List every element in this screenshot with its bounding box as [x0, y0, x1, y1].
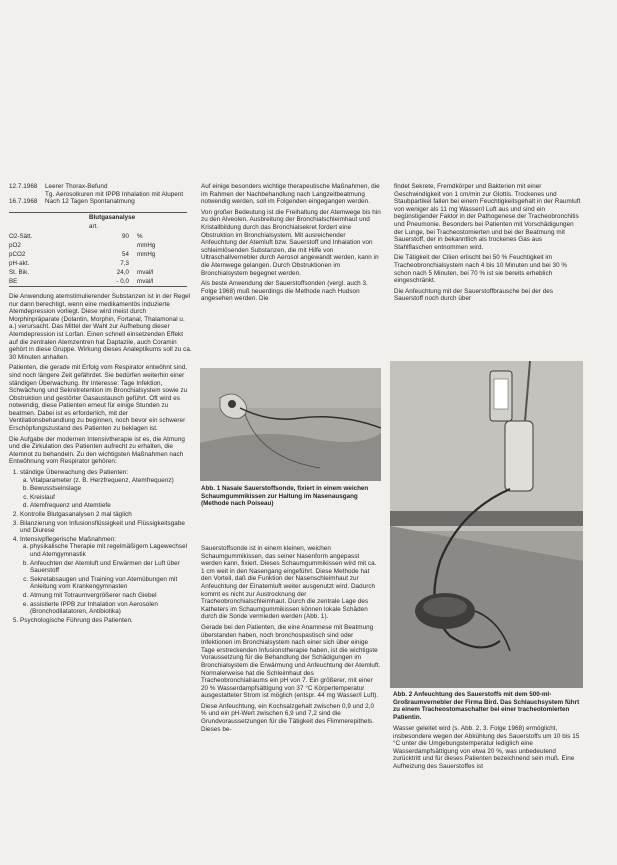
paragraph: Die Tätigkeit der Cilien erlischt bei 50 % Feuchtigkeit im Tracheobronchialsystem nach 4 bis 10 Minuten und bei 30 % schon nach 5 Minuten, bei 70 % ist sie bereits erheblich eingeschränkt. — [394, 254, 568, 285]
oxygen-humidifier-illustration — [390, 361, 583, 688]
row-value: 90 — [122, 232, 129, 240]
nasal-probe-illustration — [200, 368, 381, 481]
paragraph: Wasser geleitet wird (s. Abb. 2, 3. Folge 1968) ermöglicht, insbesondere wegen der Abkühlung des Sauerstoffs um 10 bis 15 °C unter die Umgebungstemperatur lediglich eine Wasserdampfsättigung von etwa 20 %, was unbedeutend zurücktritt und für dieses Patienten bezeichnend sein muß. Eine Aufheizung des Sauerstoffes ist — [393, 725, 580, 770]
sub-list-item: b. Bewusstseinslage — [30, 485, 192, 493]
table-row — [9, 250, 187, 259]
treatment-history — [9, 183, 192, 206]
figure-2-caption: Abb. 2 Anfeuchtung des Sauerstoffs mit dem 500-ml-Großraumvernebler der Firma Bird. Das Schlauchsystem führt zu einem Tracheostomaschalter bei einer tracheotomierten Patientin. — [393, 691, 580, 721]
list-item: 2. Kontrolle Blutgasanalysen 2 mal täglich — [20, 511, 192, 519]
history-note: Leerer Thorax-Befund — [45, 183, 108, 190]
sub-list-item: d. Atmung mit Totraumvergrößerer nach Giebel — [30, 592, 192, 600]
row-label: pH-akt. — [9, 259, 30, 267]
row-label: pO2 — [9, 241, 21, 249]
row-label: O2-Sätt. — [9, 232, 33, 240]
history-date: 16.7.1968 — [9, 198, 38, 206]
paragraph: findet Sekrete, Fremdkörper und Bakterien mit einer Geschwindigkeit von 1 cm/min zur Glottis. Trockenes und Staubpartikel fallen bei einem Feuchtigkeitsgehalt in der Raumluft von weniger als 11 mg Wasser/l Luft aus und sind ein begünstigender Faktor in der Pathogenese der Tracheobronchitis und Pneumonie. Besonders bei Patienten mit Vorschädigungen der Lunge, bei Tracheostomierten und bei der Beatmung mit Sauerstoff, der in bekanntlich als trockenes Gas aus Stahlflaschen entnommen wird. — [394, 183, 581, 251]
row-unit: mval/l — [137, 268, 154, 276]
table-row — [9, 259, 187, 268]
row-unit: mval/l — [137, 277, 187, 287]
paragraph: Gerade bei den Patienten, die eine Anamnese mit Beatmung überstanden haben, noch bronchospastisch sind oder Infektionen im Bronchialsystem nach einer sich über einige Tage erstreckenden Infusionstherapie haben, ist die wichtigste Voraussetzung für die Behandlung der Schädigungen im Bronchialsystem die Erwärmung und Anfeuchtung der Atemluft. Normalerweise hat die Schleimhaut des Tracheobronchialraums ein pH von 7. Ein größerer, mit einer 20 % Wasserdampfsättigung von 37 °C Körpertemperatur ausgestatteter Strom ist möglich (entspr. 44 mg Wasser/l Luft). — [201, 623, 381, 700]
history-row — [9, 183, 192, 191]
row-value: 54 — [122, 250, 129, 258]
paragraph: Patienten, die gerade mit Erfolg vom Respirator entwöhnt sind, sind noch längere Zeit gefährdet. Sie bedürfen weiterhin einer ständigen Überwachung. Ihr Interesse: Tage Infektion, Schwächung und Sekretretention im Bronchialsystem sowie zu Obstruktion und gestörter Gasaustausch geführt. Oft wird es notwendig, diese Patienten erneut für einige Stunden zu beatmen. Dabei ist es erforderlich, mit der Ventilationsbehandlung zu beginnen, noch bevor ein schwerer Erschöpfungszustand des Patienten zu beklagen ist. — [9, 364, 188, 433]
paragraph: Sauerstoffsonde ist in einem kleinen, weichen Schaumgummikissen, das seiner Nasenform angepasst werden kann, fixiert. Dieses Schaumgummikissen wird mit ca. 1 cm weit in den Nasengang eingeführt. Diese Methode hat den Vorteil, daß die Funktion der Nasenschleimhaut zur Anfeuchtung der Einatemluft weiter ausgenutzt wird. Dadurch kommt es nicht zur Austrocknung der Tracheobronchialschleimhaut. Durch die zentrale Lage des Katheters im Schaumgummikissen können lokale Schäden durch die Sonde vermieden werden (Abb. 1). — [201, 545, 377, 621]
paragraph: Die Anwendung atemstimulierender Substanzen ist in der Regel nur dann berechtigt, wenn eine medikamentös induzierte Atemdepression vorliegt. Diese wird meist durch Morphinpräparate (Dolantin, Morphin, Fortanal, Thalamonal u. a.) verursacht. Das Mittel der Wahl zur Aufhebung dieser Atemdepression ist Lorfan. Einen schnell einsetzenden Effekt auf die zentralen Atemzentren hat Daptazile, auch Coramin gehört in diese Gruppe. Wirkung dieses Analeptikums soll zu ca. 30 Minuten anhalten. — [9, 292, 192, 361]
middle-column-top — [201, 183, 381, 306]
list-item-text: ständige Überwachung des Patienten: — [20, 469, 129, 477]
row-unit: mmHg — [137, 241, 156, 249]
row-label: BE — [9, 277, 89, 287]
table-row — [9, 241, 187, 250]
table-title: Blutgasanalyse — [89, 212, 187, 222]
sub-list-item: c. Sekretabsaugen und Training von Atemübungen mit Anleitung vom Krankengymnasten — [30, 576, 192, 591]
right-column-bottom — [393, 725, 581, 774]
sub-list-item: a. Vitalparameter (z. B. Herzfrequenz, Atemfrequenz) — [30, 477, 192, 485]
middle-column-bottom — [201, 545, 381, 736]
table-row — [9, 277, 187, 287]
list-item-text: Intensivpflegerische Maßnahmen: — [20, 535, 117, 543]
sub-list-item: b. Anfeuchten der Atemluft und Erwärmen der Luft über Sauerstoff — [30, 560, 192, 575]
figure-1-photo — [200, 368, 381, 481]
paragraph: Von großer Bedeutung ist die Freihaltung der Atemwege bis hin zu den Alveolen. Ausbreitung der Bronchialschleimhaut und Kristallbildung durch das Bronchialsekret fordert eine Obstruktion im Bronchialsystem. Mit ausreichender Anfeuchtung der Atemluft bzw. Sauerstoff und Inhalation von schleimlösenden Substanzen, die mit Hilfe von Ultraschallvernebler durch Aerosol angewandt werden, kann in die Atemwege gelangen. Durch Obstruktionen im Bronchialsystem begegnet werden. — [201, 208, 381, 277]
row-label: St. Bik. — [9, 268, 29, 276]
paragraph: Die Anfeuchtung mit der Sauerstoffbrausche bei der des Sauerstoff noch durch über — [394, 287, 554, 303]
history-date — [9, 191, 45, 199]
list-item: 5. Psychologische Führung des Patienten. — [20, 617, 192, 625]
sub-list — [20, 477, 192, 510]
row-unit: mmHg — [137, 250, 156, 258]
sub-list-item: d. Atemfrequenz und Atemtiefe — [30, 502, 192, 510]
blood-gas-table — [9, 212, 187, 287]
row-value: - 0,0 — [89, 277, 137, 287]
sub-list-item: a. physikalische Therapie mit regelmäßigem Lagewechsel und Atemgymnastik — [30, 543, 192, 558]
row-label: pCO2 — [9, 250, 26, 258]
row-value — [89, 241, 137, 250]
table-subtitle: art. — [89, 223, 99, 231]
figure-2-photo — [390, 361, 583, 688]
paragraph: Die Aufgabe der modernen Intensivtherapie ist es, die Atmung und die Zirkulation des Patienten aufrecht zu erhalten, die Atemnot zu behandeln. Zu den wichtigsten Maßnahmen nach Entwöhnung vom Respirator gehören: — [9, 435, 185, 466]
measures-list — [9, 469, 192, 624]
list-item — [20, 469, 192, 510]
list-item: 3. Bilanzierung von Infusionsflüssigkeit und Flüssigkeitsgabe und Diurese — [20, 520, 192, 535]
sub-list-item: e. assistierte IPPB zur Inhalation von Aerosolen (Bronchodilatatoren, Antibiotika) — [30, 601, 192, 616]
row-unit: % — [137, 232, 143, 240]
table-row — [9, 268, 187, 277]
history-note: Nach 12 Tagen Spontanatmung — [45, 198, 135, 206]
history-row — [9, 198, 192, 206]
row-unit — [137, 259, 187, 268]
sub-list — [20, 543, 192, 615]
paragraph: Auf einige besonders wichtige therapeutische Maßnahmen, die im Rahmen der Nachbehandlung nach Langzeitbeatmung notwendig werden, soll im Folgenden eingegangen werden. — [201, 183, 380, 206]
left-column — [9, 183, 192, 625]
paragraph: Als beste Anwendung der Sauerstoffsonden (vergl. auch 3. Folge 1968) muß neuerdings die Methode nach Hudson angesehen werden. Die — [201, 280, 368, 303]
paragraph: Diese Anfeuchtung, ein Kochsalzgehalt zwischen 0,9 und 2,0 % und ein pH-Wert zwischen 6,9 und 7,2 sind die Grundvoraussetzungen für die Tätigkeit des Flimmerepithels. Dieses be- — [201, 702, 375, 733]
list-item — [20, 536, 192, 616]
figure-1-caption: Abb. 1 Nasale Sauerstoffsonde, fixiert in einem weichen Schaumgummikissen zur Haltung im Nasenausgang (Methode nach Poiseau) — [201, 485, 369, 508]
row-value: 7,3 — [120, 259, 129, 267]
row-value: 24,0 — [116, 268, 129, 276]
table-row — [9, 232, 187, 241]
history-row — [9, 191, 192, 199]
right-column-top — [394, 183, 581, 306]
sub-list-item: c. Kreislauf — [30, 494, 192, 502]
history-note: Tg. Aerosolkuren mit IPPB Inhalation mit Alupent — [45, 190, 184, 198]
history-date: 12.7.1968 — [9, 183, 38, 190]
